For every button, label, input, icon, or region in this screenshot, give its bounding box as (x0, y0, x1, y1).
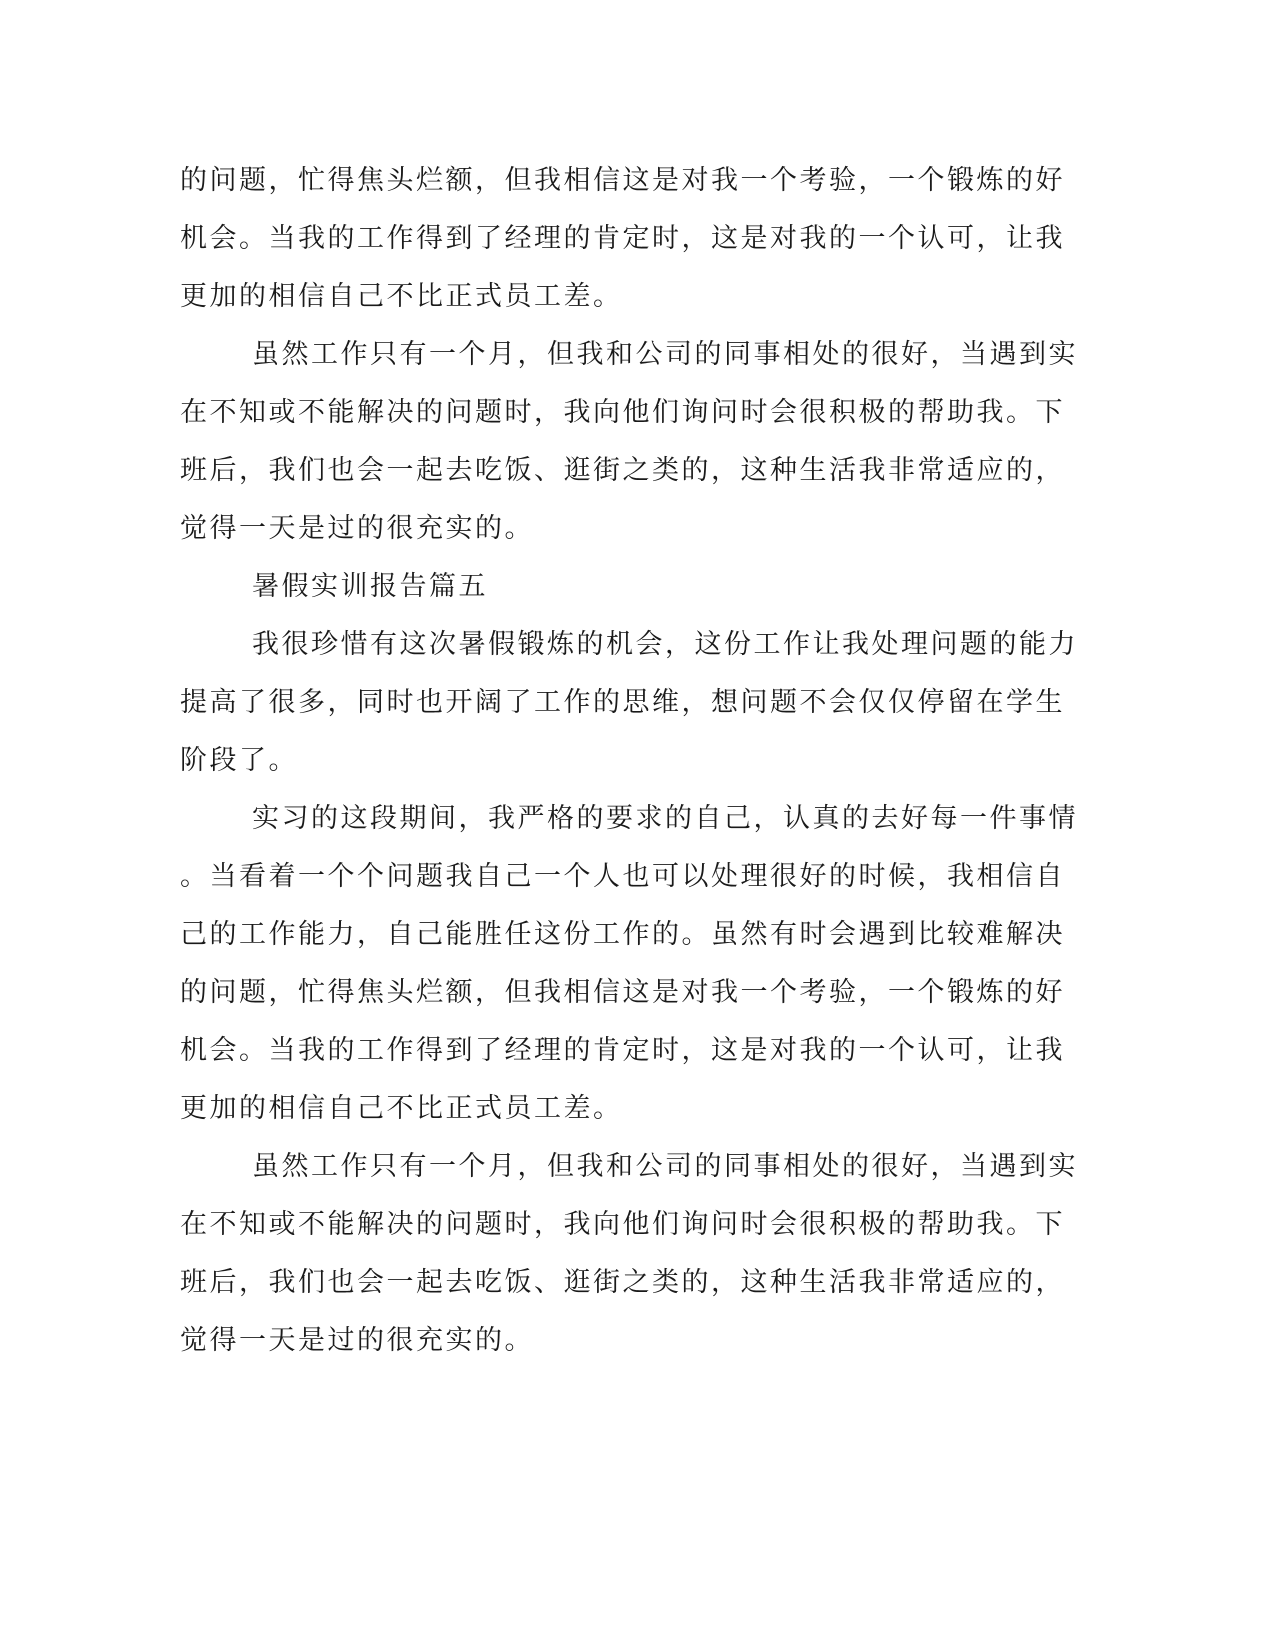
text-line: 机会。当我的工作得到了经理的肯定时，这是对我的一个认可，让我 (180, 1035, 1065, 1066)
text-line: 更加的相信自己不比正式员工差。 (180, 281, 623, 312)
text-line: 在不知或不能解决的问题时，我向他们询问时会很积极的帮助我。下 (180, 397, 1065, 428)
text-line: 。当看着一个个问题我自己一个人也可以处理很好的时候，我相信自 (180, 861, 1065, 892)
text-line: 实习的这段期间，我严格的要求的自己，认真的去好每一件事情 (252, 803, 1078, 834)
text-line: 己的工作能力，自己能胜任这份工作的。虽然有时会遇到比较难解决 (180, 919, 1065, 950)
text-line: 虽然工作只有一个月，但我和公司的同事相处的很好，当遇到实 (252, 339, 1078, 370)
text-line: 在不知或不能解决的问题时，我向他们询问时会很积极的帮助我。下 (180, 1209, 1065, 1240)
text-line: 机会。当我的工作得到了经理的肯定时，这是对我的一个认可，让我 (180, 223, 1065, 254)
text-line: 的问题，忙得焦头烂额，但我相信这是对我一个考验，一个锻炼的好 (180, 977, 1065, 1008)
section-heading: 暑假实训报告篇五 (252, 571, 488, 602)
text-line: 我很珍惜有这次暑假锻炼的机会，这份工作让我处理问题的能力 (252, 629, 1078, 660)
document-body (180, 152, 1078, 1370)
text-line: 虽然工作只有一个月，但我和公司的同事相处的很好，当遇到实 (252, 1151, 1078, 1182)
text-line: 提高了很多，同时也开阔了工作的思维，想问题不会仅仅停留在学生 (180, 687, 1065, 718)
text-line: 觉得一天是过的很充实的。 (180, 513, 534, 544)
text-line: 班后，我们也会一起去吃饭、逛街之类的，这种生活我非常适应的， (180, 455, 1065, 486)
text-line: 班后，我们也会一起去吃饭、逛街之类的，这种生活我非常适应的， (180, 1267, 1065, 1298)
text-line: 更加的相信自己不比正式员工差。 (180, 1093, 623, 1124)
text-line: 阶段了。 (180, 745, 298, 776)
text-line: 的问题，忙得焦头烂额，但我相信这是对我一个考验，一个锻炼的好 (180, 165, 1065, 196)
text-line: 觉得一天是过的很充实的。 (180, 1325, 534, 1356)
